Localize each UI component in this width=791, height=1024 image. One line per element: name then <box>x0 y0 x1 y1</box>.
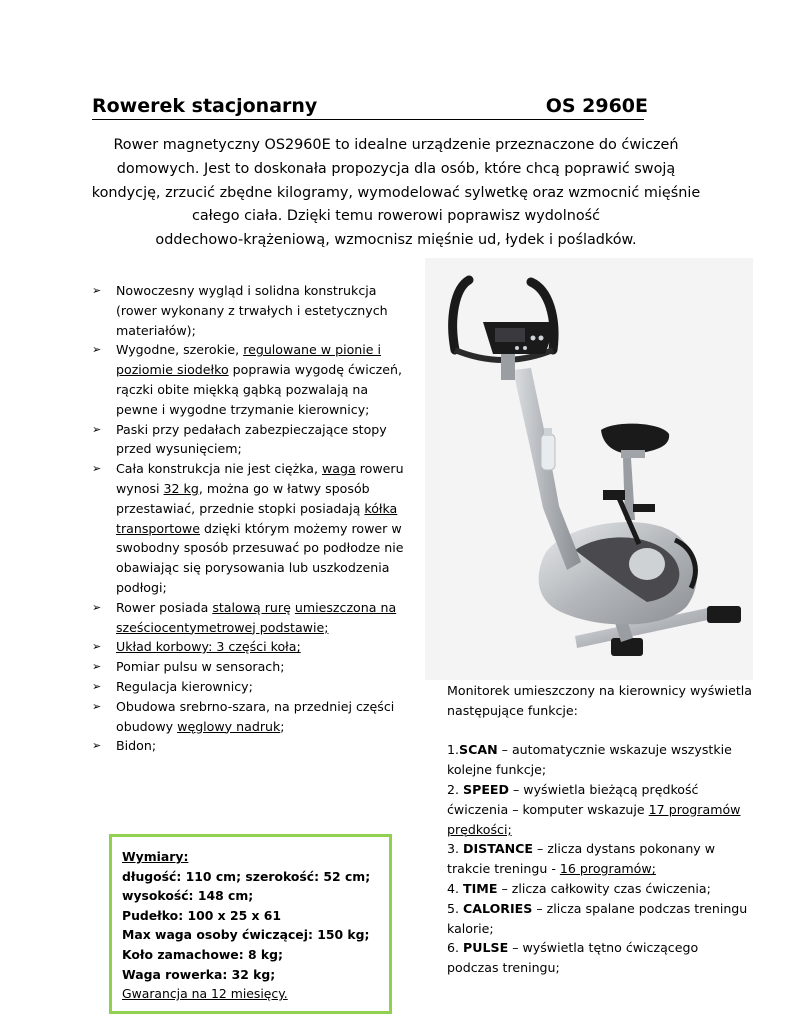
spacer <box>447 721 752 741</box>
function-pulse: 6. PULSE – wyświetla tętno ćwiczącego podczas treningu; <box>447 940 699 976</box>
intro-line: Rower magnetyczny OS2960E to idealne urządzenie przeznaczone do ćwiczeń <box>113 137 679 153</box>
function-time: 4. TIME – zlicza całkowity czas ćwiczenia; <box>447 880 711 896</box>
intro-paragraph <box>80 134 712 253</box>
dimensions-heading: Wymiary: <box>122 849 189 864</box>
product-model: OS 2960E <box>545 95 648 117</box>
intro-line: całego ciała. Dzięki temu rowerowi poprawisz wydolność <box>191 208 601 225</box>
feature-item: ➢ Układ korbowy: 3 części koła; <box>92 637 407 657</box>
dim-height: wysokość: 148 cm; <box>122 888 254 904</box>
feature-item: ➢ Nowoczesny wygląd i solidna konstrukcja (rower wykonany z trwałych i estetycznych materiałów); <box>92 281 407 340</box>
intro-line: domowych. Jest to doskonała propozycja dla osób, które chcą poprawić swoją <box>116 160 676 177</box>
feature-item: ➢ Paski przy pedałach zabezpieczające stopy przed wysunięciem; <box>92 420 407 460</box>
dimensions-box <box>109 834 392 1014</box>
monitor-intro: Monitorek umieszczony na kierownicy wyświetla następujące funkcje: <box>447 683 753 718</box>
feature-item: ➢ Cała konstrukcja nie jest ciężka, waga roweru wynosi 32 kg, można go w łatwy sposób przestawiać, przednie stopki posiadają kółka transportowe dzięki którym możemy rower w swobodny sposób przesuwać po podłodze nie obawiając się porysowania lub uszkodzenia podłogi; <box>92 459 407 598</box>
page-title <box>92 95 648 121</box>
dim-weight: Waga rowerka: 32 kg; <box>122 966 276 982</box>
feature-item: ➢ Pomiar pulsu w sensorach; <box>92 657 407 677</box>
feature-list <box>92 281 407 756</box>
feature-item: ➢ Regulacja kierownicy; <box>92 677 407 697</box>
feature-item: ➢ Obudowa srebrno-szara, na przedniej części obudowy węglowy nadruk; <box>92 697 407 737</box>
function-speed: 2. SPEED – wyświetla bieżącą prędkość ćwiczenia – komputer wskazuje 17 programów prędkości; <box>447 781 741 837</box>
product-title: Rowerek stacjonarny <box>92 95 318 117</box>
dimensions-content <box>122 847 370 1004</box>
feature-item: ➢ Wygodne, szerokie, regulowane w pionie i poziomie siodełko poprawia wygodę ćwiczeń, rączki obite miękką gąbką pozwalają na pewne i wygodne trzymanie kierownicy; <box>92 340 407 419</box>
console-monitor <box>483 322 557 354</box>
intro-line: oddechowo-krążeniową, wzmocnisz mięśnie ud, łydek i pośladków. <box>155 232 637 249</box>
function-distance: 3. DISTANCE – zlicza dystans pokonany w trakcie treningu - 16 programów; <box>447 841 716 877</box>
dim-flywheel: Koło zamachowe: 8 kg; <box>122 946 283 962</box>
function-calories: 5. CALORIES – zlicza spalane podczas treningu kalorie; <box>447 900 748 936</box>
feature-item: ➢ Bidon; <box>92 736 407 756</box>
feature-item: ➢ Rower posiada stalową rurę umieszczona na sześciocentymetrowej podstawie; <box>92 598 407 638</box>
exercise-bike-image <box>425 258 753 680</box>
title-underline <box>92 119 644 120</box>
dim-box: Pudełko: 100 x 25 x 61 <box>122 907 282 923</box>
monitor-description <box>447 681 752 978</box>
dim-warranty: Gwarancja na 12 miesięcy. <box>122 986 288 1002</box>
function-scan: 1.SCAN – automatycznie wskazuje wszystkie kolejne funkcje; <box>447 742 732 778</box>
dim-max-weight: Max waga osoby ćwiczącej: 150 kg; <box>122 927 370 943</box>
dim-length: długość: 110 cm; szerokość: 52 cm; <box>122 868 371 884</box>
intro-line: kondycję, zrzucić zbędne kilogramy, wymodelować sylwetkę oraz wzmocnić mięśnie <box>91 184 701 201</box>
